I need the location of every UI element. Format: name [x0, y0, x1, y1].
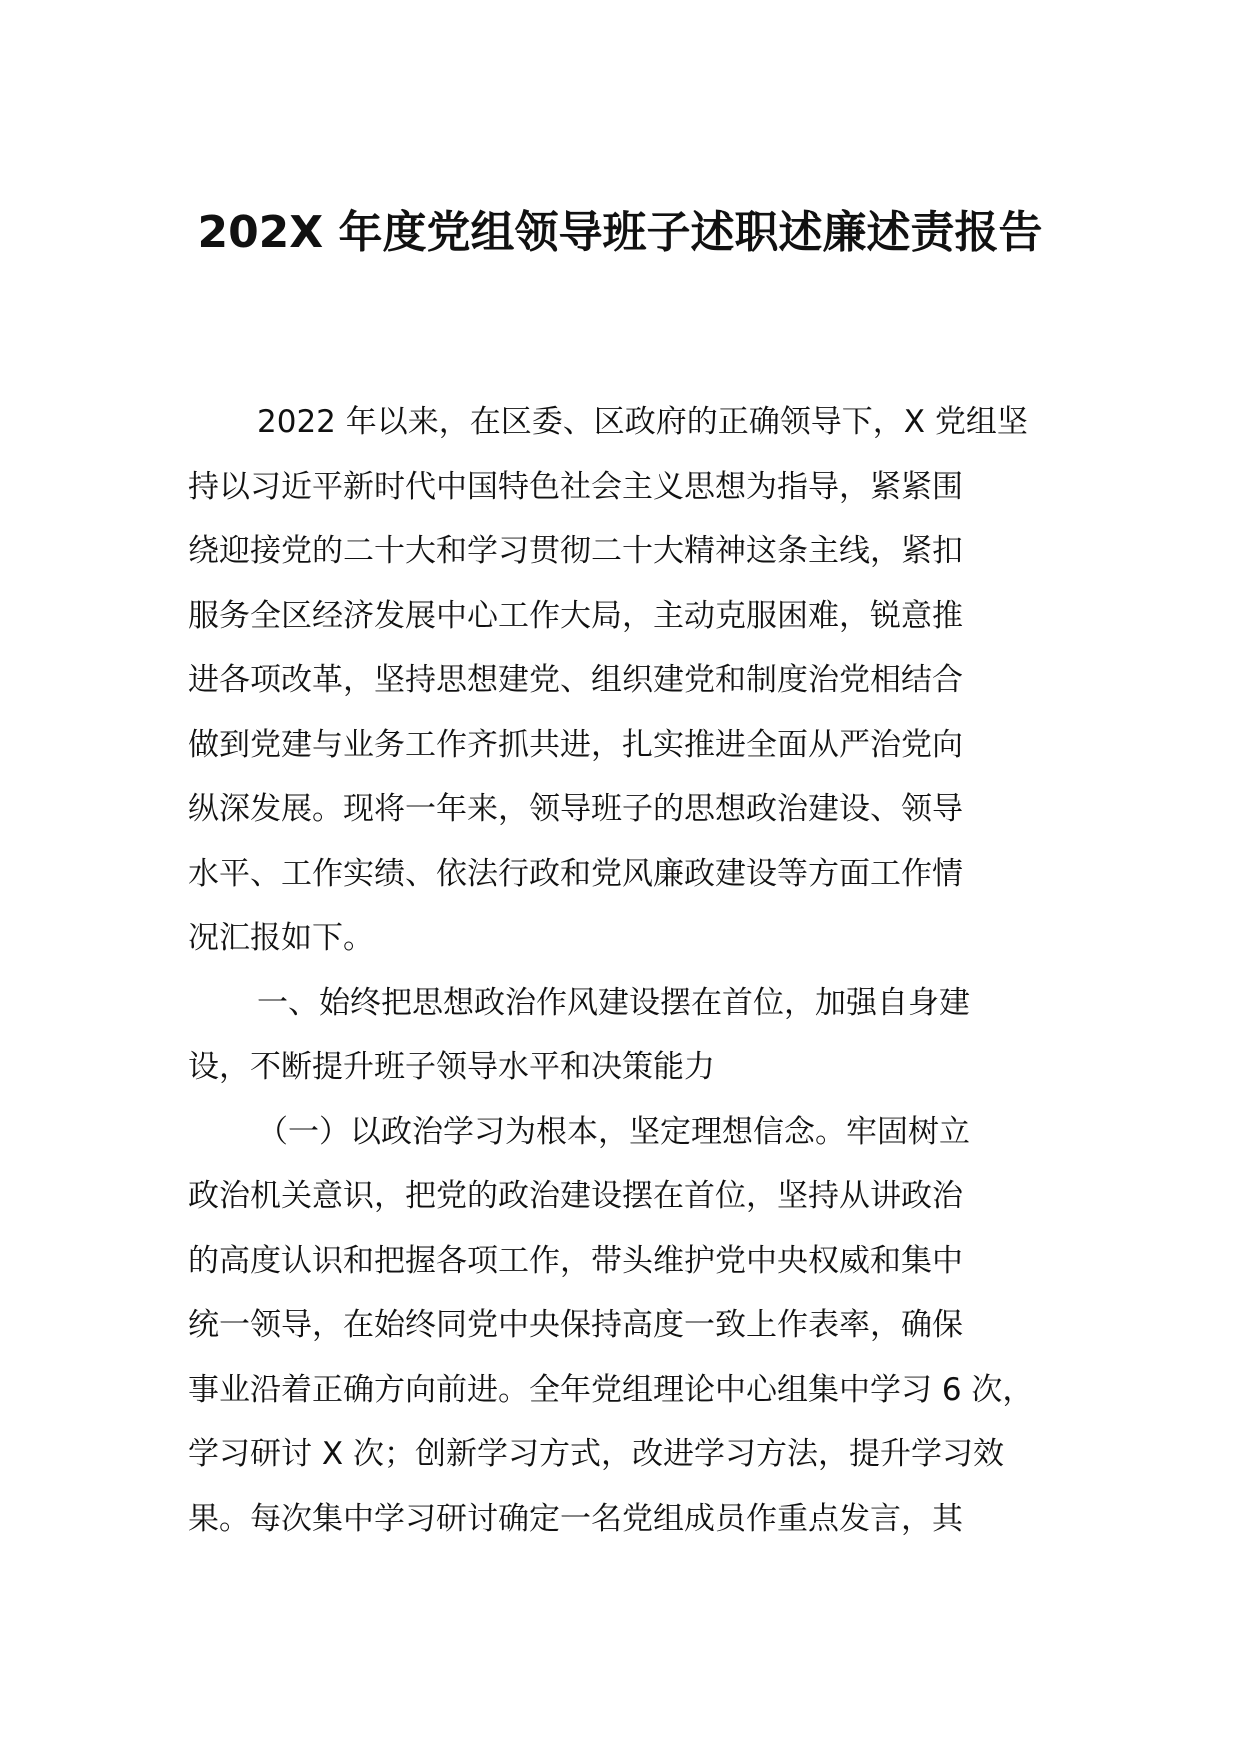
paragraph-line: 做到党建与业务工作齐抓共进，扎实推进全面从严治党向	[188, 726, 963, 763]
paragraph-line: 服务全区经济发展中心工作大局，主动克服困难，锐意推	[188, 597, 963, 634]
paragraph-line: 果。每次集中学习研讨确定一名党组成员作重点发言，其	[188, 1500, 963, 1537]
paragraph-line: 绕迎接党的二十大和学习贯彻二十大精神这条主线，紧扣	[188, 533, 963, 569]
document-title: 202X 年度党组领导班子述职述廉述责报告	[197, 207, 1043, 258]
paragraph-line: 况汇报如下。	[188, 920, 374, 956]
document-body	[188, 390, 1068, 1551]
paragraph-line: 事业沿着正确方向前进。全年党组理论中心组集中学习 6 次，	[188, 1371, 1034, 1408]
section-heading-line: 一、始终把思想政治作风建设摆在首位，加强自身建	[257, 984, 970, 1021]
paragraph-line: 的高度认识和把握各项工作，带头维护党中央权威和集中	[188, 1242, 963, 1279]
paragraph-line: 2022 年以来，在区委、区政府的正确领导下，X 党组坚	[257, 404, 1028, 440]
paragraph-line: 学习研讨 X 次；创新学习方式，改进学习方法，提升学习效	[188, 1436, 1004, 1472]
paragraph-line: 持以习近平新时代中国特色社会主义思想为指导，紧紧围	[188, 468, 963, 505]
paragraph-line: 水平、工作实绩、依法行政和党风廉政建设等方面工作情	[188, 855, 963, 892]
paragraph-line: 纵深发展。现将一年来，领导班子的思想政治建设、领导	[188, 791, 963, 827]
section-heading-line: 设，不断提升班子领导水平和决策能力	[188, 1049, 715, 1085]
subsection-line: （一）以政治学习为根本，坚定理想信念。牢固树立	[257, 1113, 970, 1150]
paragraph-line: 统一领导，在始终同党中央保持高度一致上作表率，确保	[188, 1307, 963, 1343]
paragraph-line: 进各项改革，坚持思想建党、组织建党和制度治党相结合	[188, 662, 963, 698]
paragraph-line: 政治机关意识，把党的政治建设摆在首位，坚持从讲政治	[188, 1178, 963, 1214]
